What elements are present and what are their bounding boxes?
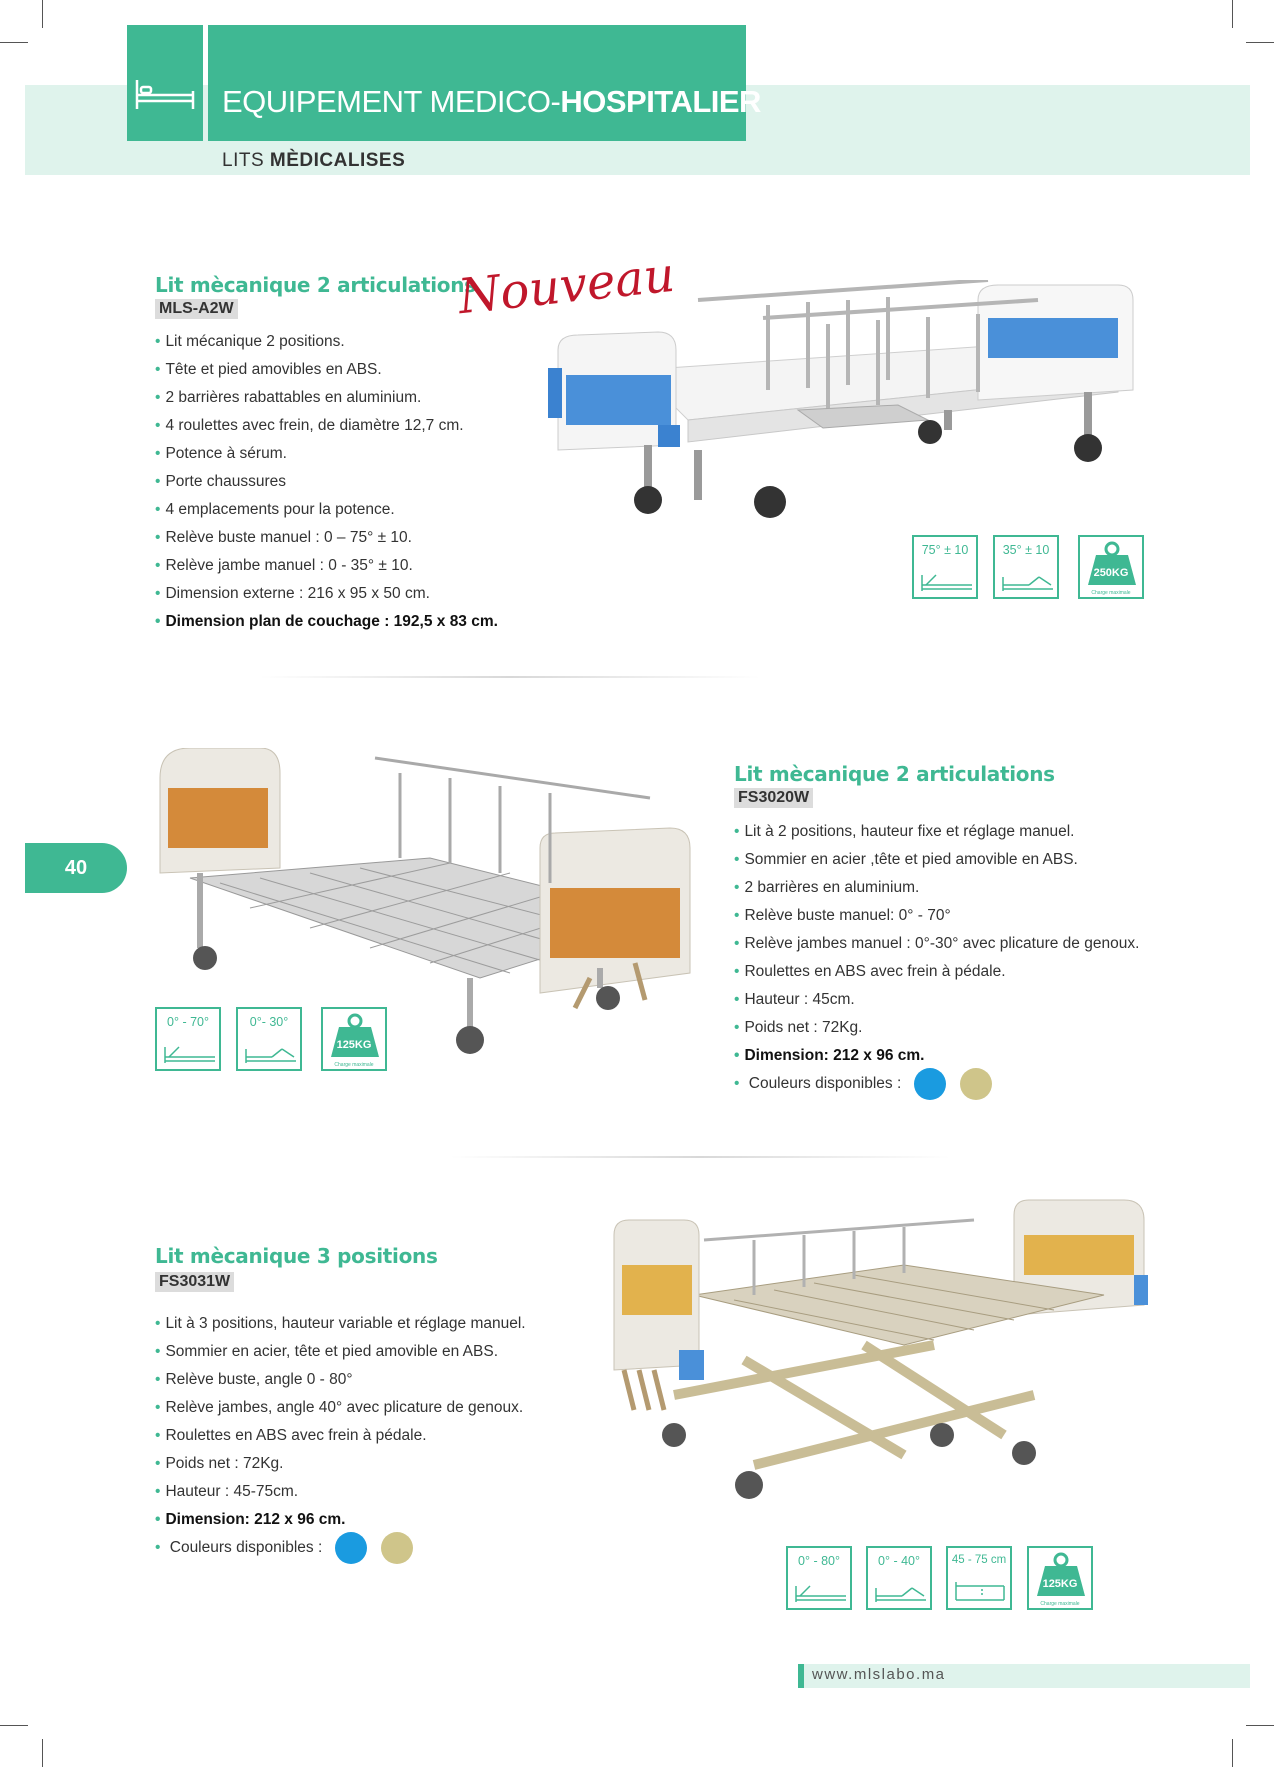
spec-item: • Hauteur : 45-75cm. [155, 1478, 526, 1506]
spec-item: • Sommier en acier ,tête et pied amovible en ABS. [734, 846, 1139, 874]
angle-badge-label: 0° - 80° [798, 1554, 840, 1568]
backrest-angle-icon [792, 1582, 848, 1604]
spec-item: • 4 emplacements pour la potence. [155, 496, 498, 524]
product-title: Lit mècanique 2 articulations [734, 762, 1055, 786]
product-image-bed-white-blue [548, 280, 1154, 590]
angle-badge-label: 0°- 30° [249, 1015, 289, 1029]
new-badge: Nouveau [455, 246, 678, 326]
weight-label: 125KG [336, 1039, 372, 1051]
spec-item: • Tête et pied amovibles en ABS. [155, 356, 498, 384]
crop-mark [0, 42, 28, 43]
header-title-box [208, 25, 746, 141]
angle-badge [993, 535, 1059, 599]
spec-item: • Relève buste manuel: 0° - 70° [734, 902, 1139, 930]
legrest-angle-icon [999, 571, 1055, 593]
product-title: Lit mècanique 3 positions [155, 1244, 438, 1268]
section-subtitle [222, 150, 405, 172]
angle-badge [912, 535, 978, 599]
spec-item: • Lit à 3 positions, hauteur variable et réglage manuel. [155, 1310, 526, 1338]
product-specs [155, 328, 498, 636]
legrest-angle-icon [872, 1582, 928, 1604]
weight-label: 125KG [1042, 1578, 1078, 1590]
subtitle-bold: MÈDICALISES [269, 150, 406, 171]
crop-mark [1246, 1725, 1274, 1726]
spec-item: • Potence à sérum. [155, 440, 498, 468]
spec-item: • Sommier en acier, tête et pied amovible en ABS. [155, 1338, 526, 1366]
product-code: MLS-A2W [155, 299, 238, 319]
spec-item: • Poids net : 72Kg. [734, 1014, 1139, 1042]
legrest-angle-icon [242, 1043, 298, 1065]
backrest-angle-icon [161, 1043, 217, 1065]
product-image-bed-beige-scissor [604, 1195, 1150, 1525]
weight-badge [1078, 535, 1144, 599]
spec-item-bold: • Dimension plan de couchage : 192,5 x 83 cm. [155, 608, 498, 636]
spec-item: • Lit à 2 positions, hauteur fixe et réglage manuel. [734, 818, 1139, 846]
footer-website-link[interactable]: www.mlslabo.ma [812, 1666, 946, 1683]
height-adjust-icon [952, 1578, 1008, 1604]
color-swatch-beige [381, 1532, 413, 1564]
crop-mark [42, 1739, 43, 1767]
page-number: 40 [25, 843, 127, 893]
crop-mark [1246, 42, 1274, 43]
header-title [222, 84, 761, 120]
color-swatch-beige [960, 1068, 992, 1100]
spec-item: • Porte chaussures [155, 468, 498, 496]
weight-icon [327, 1011, 383, 1065]
spec-item-bold: • Dimension: 212 x 96 cm. [155, 1506, 526, 1534]
header-title-bold: HOSPITALIER [560, 84, 761, 119]
section-divider [450, 1156, 950, 1158]
weight-sublabel: Charge maximale [334, 1062, 374, 1068]
angle-badge-label: 0° - 40° [878, 1554, 920, 1568]
backrest-angle-icon [918, 571, 974, 593]
angle-badge [786, 1546, 852, 1610]
product-code: FS3020W [734, 788, 813, 808]
product-specs [155, 1310, 526, 1534]
section-divider [260, 676, 760, 678]
available-colors [734, 1068, 992, 1100]
header-icon-box [127, 25, 203, 141]
spec-item: • Relève jambes manuel : 0°-30° avec plicature de genoux. [734, 930, 1139, 958]
product-code: FS3031W [155, 1272, 234, 1292]
weight-badge [1027, 1546, 1093, 1610]
spec-item: • Relève jambe manuel : 0 - 35° ± 10. [155, 552, 498, 580]
weight-badge [321, 1007, 387, 1071]
subtitle-light: LITS [222, 150, 270, 171]
angle-badge-label: 35° ± 10 [1002, 543, 1050, 557]
angle-badge [236, 1007, 302, 1071]
spec-item: • Roulettes en ABS avec frein à pédale. [734, 958, 1139, 986]
spec-item: • 2 barrières rabattables en aluminium. [155, 384, 498, 412]
weight-sublabel: Charge maximale [1091, 590, 1131, 596]
spec-item: • Lit mécanique 2 positions. [155, 328, 498, 356]
crop-mark [1232, 0, 1233, 28]
spec-item: • Poids net : 72Kg. [155, 1450, 526, 1478]
angle-badge [155, 1007, 221, 1071]
spec-item: • Roulettes en ABS avec frein à pédale. [155, 1422, 526, 1450]
spec-item: • Relève buste manuel : 0 – 75° ± 10. [155, 524, 498, 552]
crop-mark [42, 0, 43, 28]
colors-label: Couleurs disponibles : [169, 1539, 323, 1557]
crop-mark [1232, 1739, 1233, 1767]
footer-accent-bar [798, 1664, 804, 1688]
product-specs [734, 818, 1139, 1070]
product-image-bed-orange-mesh [150, 748, 700, 1078]
color-swatch-blue [335, 1532, 367, 1564]
angle-badge-label: 75° ± 10 [921, 543, 969, 557]
spec-item: • Relève buste, angle 0 - 80° [155, 1366, 526, 1394]
weight-icon [1033, 1550, 1089, 1604]
height-badge [946, 1546, 1012, 1610]
spec-item-bold: • Dimension: 212 x 96 cm. [734, 1042, 1139, 1070]
bed-icon [127, 25, 203, 141]
spec-item: • Hauteur : 45cm. [734, 986, 1139, 1014]
weight-label: 250KG [1093, 567, 1129, 579]
spec-item: • 2 barrières en aluminium. [734, 874, 1139, 902]
angle-badge [866, 1546, 932, 1610]
header-title-light: EQUIPEMENT MEDICO- [222, 84, 561, 119]
crop-mark [0, 1725, 28, 1726]
spec-item: • Dimension externe : 216 x 95 x 50 cm. [155, 580, 498, 608]
colors-label: Couleurs disponibles : [748, 1075, 902, 1093]
spec-item: • 4 roulettes avec frein, de diamètre 12,7 cm. [155, 412, 498, 440]
angle-badge-label: 0° - 70° [167, 1015, 209, 1029]
color-swatch-blue [914, 1068, 946, 1100]
product-title: Lit mècanique 2 articulations [155, 273, 476, 297]
weight-icon [1084, 539, 1140, 593]
available-colors [155, 1532, 413, 1564]
weight-sublabel: Charge maximale [1040, 1601, 1080, 1607]
spec-item: • Relève jambes, angle 40° avec plicature de genoux. [155, 1394, 526, 1422]
height-badge-label: 45 - 75 cm [951, 1554, 1007, 1566]
